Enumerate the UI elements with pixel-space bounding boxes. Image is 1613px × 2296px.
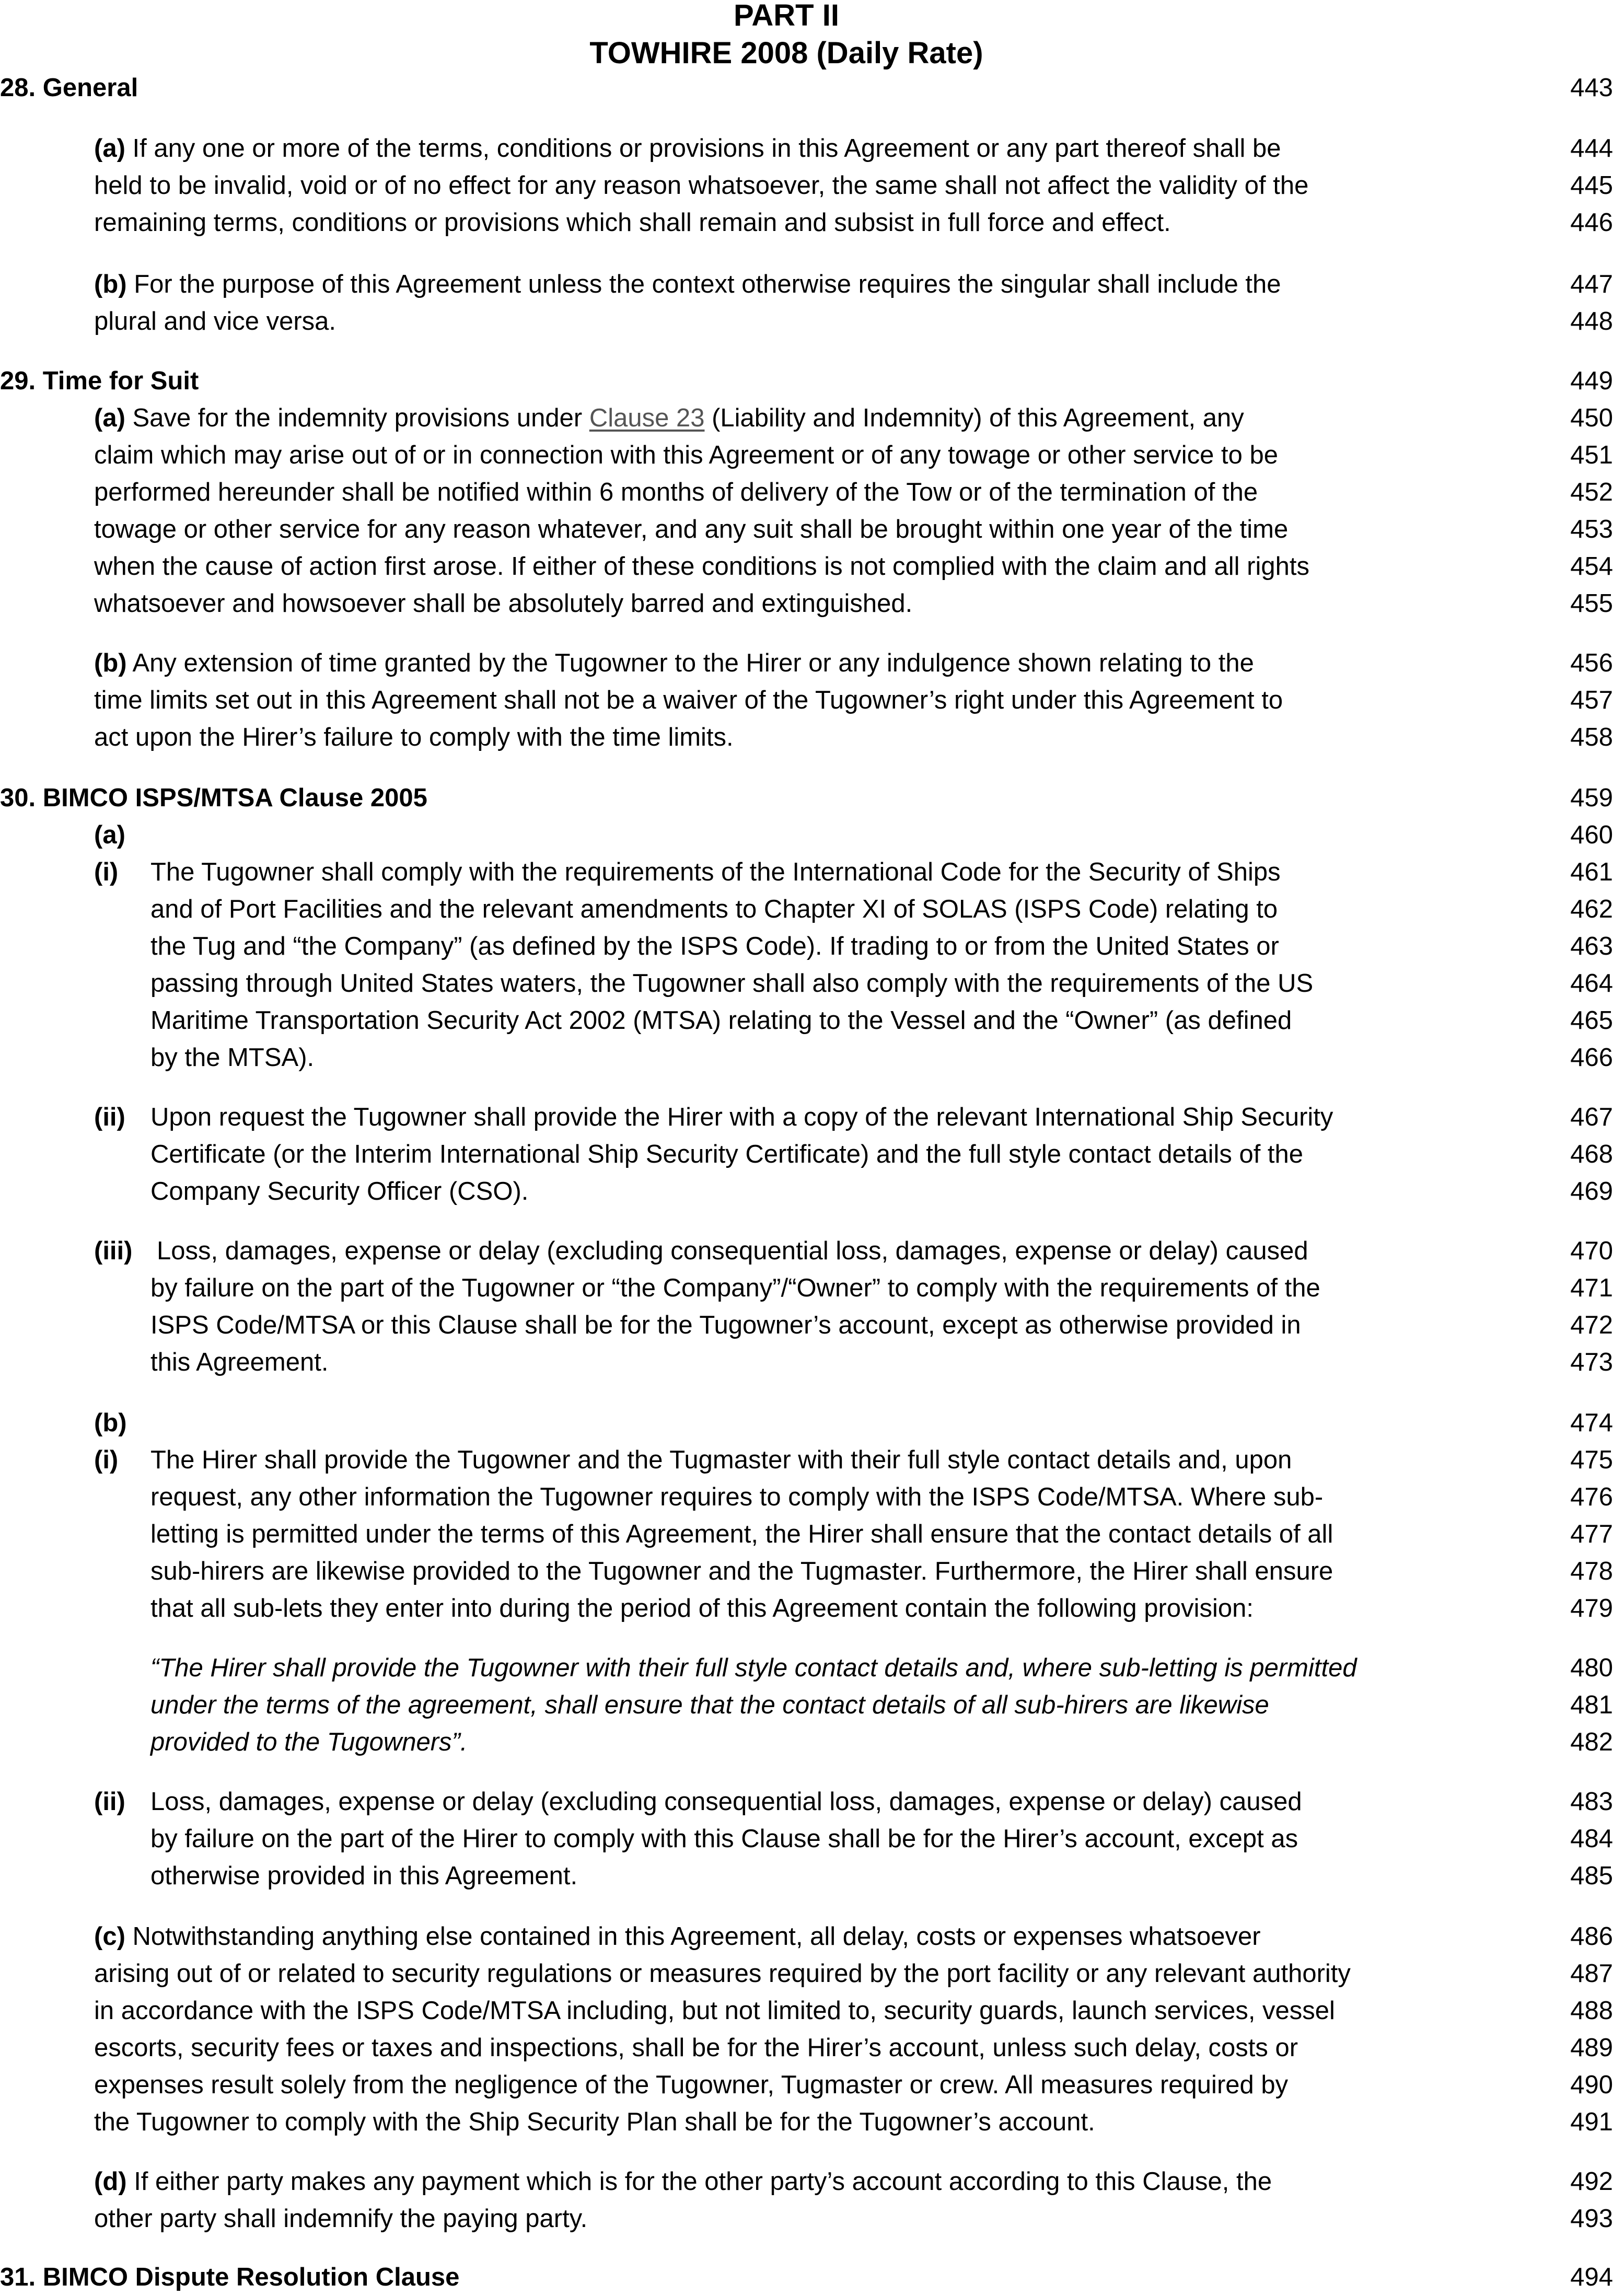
text: Loss, damages, expense or delay (excluding consequential loss, damages, expense or delay) caused [157, 1237, 1308, 1265]
quoted-text: under the terms of the agreement, shall ensure that the contact details of all sub-hirers are likewise [150, 1691, 1269, 1719]
clause-23-link[interactable]: Clause 23 [589, 404, 705, 432]
text-line [0, 1269, 1613, 1307]
text-line [0, 436, 1613, 474]
text: by failure on the part of the Hirer to comply with this Clause shall be for the Hirer’s account, except as [150, 1825, 1298, 1853]
clause-31-heading-line [0, 2258, 1613, 2296]
text-line [0, 1135, 1613, 1173]
item-label: (b) [94, 270, 127, 298]
line-number: 467 [1570, 1103, 1613, 1131]
line-number: 463 [1570, 932, 1613, 960]
item-label: (a) [94, 134, 125, 163]
clause-30-heading-line [0, 779, 1613, 817]
text-line [0, 718, 1613, 756]
text-line [0, 1478, 1613, 1516]
text-line [0, 1992, 1613, 2030]
clause-heading: 31. BIMCO Dispute Resolution Clause [0, 2263, 460, 2291]
text: other party shall indemnify the paying party. [94, 2205, 588, 2233]
line-number: 457 [1570, 686, 1613, 714]
line-number: 481 [1570, 1691, 1613, 1719]
text-line [0, 548, 1613, 585]
line-number: 472 [1570, 1311, 1613, 1339]
text-line [0, 265, 1613, 303]
text: If either party makes any payment which is for the other party’s account according to this Clause, the [126, 2167, 1272, 2196]
text-line [0, 1515, 1613, 1553]
text-line [0, 1955, 1613, 1992]
text: ISPS Code/MTSA or this Clause shall be for the Tugowner’s account, except as otherwise provided in [150, 1311, 1301, 1339]
text-line [0, 2103, 1613, 2141]
text: that all sub-lets they enter into during the period of this Agreement contain the following provision: [150, 1594, 1254, 1622]
line-number: 471 [1570, 1274, 1613, 1302]
line-number: 483 [1570, 1788, 1613, 1816]
line-number: 488 [1570, 1997, 1613, 2025]
line-number: 482 [1570, 1728, 1613, 1756]
text-line [0, 1002, 1613, 1039]
line-number: 458 [1570, 723, 1613, 751]
line-number: 474 [1570, 1409, 1613, 1437]
sub-item-label: (ii) [94, 1103, 125, 1131]
text: held to be invalid, void or of no effect for any reason whatsoever, the same shall not affect the validity of the [94, 171, 1309, 200]
text: plural and vice versa. [94, 307, 336, 335]
text: and of Port Facilities and the relevant amendments to Chapter XI of SOLAS (ISPS Code) relating to [150, 895, 1278, 923]
text-line [0, 473, 1613, 511]
text: the Tugowner to comply with the Ship Security Plan shall be for the Tugowner’s account. [94, 2108, 1095, 2136]
text-line [0, 2163, 1613, 2200]
text-line [0, 1441, 1613, 1479]
text: by the MTSA). [150, 1043, 315, 1072]
text-line [0, 1552, 1613, 1590]
line-number: 462 [1570, 895, 1613, 923]
line-number: 494 [1570, 2263, 1613, 2291]
clause-heading: 30. BIMCO ISPS/MTSA Clause 2005 [0, 784, 427, 812]
text: whatsoever and howsoever shall be absolutely barred and extinguished. [94, 589, 913, 618]
line-number: 477 [1570, 1520, 1613, 1548]
line-number: 460 [1570, 821, 1613, 849]
line-number: 489 [1570, 2034, 1613, 2062]
item-label: (b) [94, 649, 127, 677]
line-number: 468 [1570, 1140, 1613, 1168]
text-line [0, 399, 1613, 437]
text-line [0, 1098, 1613, 1136]
text-line [0, 167, 1613, 204]
text: escorts, security fees or taxes and inspections, shall be for the Hirer’s account, unless such delay, costs or [94, 2034, 1298, 2062]
text-line [0, 585, 1613, 622]
clause-28-heading-line [0, 69, 1613, 107]
text: passing through United States waters, the Tugowner shall also comply with the requirements of the US [150, 969, 1314, 998]
text: The Hirer shall provide the Tugowner and the Tugmaster with their full style contact details and, upon [150, 1446, 1292, 1474]
item-label: (b) [94, 1409, 127, 1437]
text-line [0, 2029, 1613, 2067]
line-number: 479 [1570, 1594, 1613, 1622]
text: performed hereunder shall be notified within 6 months of delivery of the Tow or of the termination of the [94, 478, 1258, 506]
clause-heading: 29. Time for Suit [0, 367, 199, 395]
text-line [0, 890, 1613, 928]
text: arising out of or related to security regulations or measures required by the port facility or any relevant authority [94, 1959, 1351, 1988]
text-line [0, 1783, 1613, 1820]
line-number: 456 [1570, 649, 1613, 677]
line-number: 475 [1570, 1446, 1613, 1474]
line-number: 470 [1570, 1237, 1613, 1265]
text: this Agreement. [150, 1348, 329, 1376]
text: by failure on the part of the Tugowner or “the Company”/“Owner” to comply with the requirements of the [150, 1274, 1320, 1302]
text: The Tugowner shall comply with the requirements of the International Code for the Security of Ships [150, 858, 1281, 886]
line-number: 469 [1570, 1177, 1613, 1205]
text-line [0, 853, 1613, 891]
line-number: 465 [1570, 1006, 1613, 1035]
text: sub-hirers are likewise provided to the Tugowner and the Tugmaster. Furthermore, the Hirer shall ensure [150, 1557, 1333, 1585]
text-line [0, 1343, 1613, 1381]
text-line [0, 1820, 1613, 1858]
line-number: 487 [1570, 1959, 1613, 1988]
text-line [0, 1306, 1613, 1344]
text: Loss, damages, expense or delay (excluding consequential loss, damages, expense or delay) caused [150, 1788, 1302, 1816]
line-number: 443 [1570, 74, 1613, 102]
part-label: PART II [734, 0, 839, 32]
line-number: 480 [1570, 1654, 1613, 1682]
line-number: 448 [1570, 307, 1613, 335]
line-number: 445 [1570, 171, 1613, 200]
sub-item-label: (i) [94, 1446, 119, 1474]
line-number: 486 [1570, 1922, 1613, 1951]
text-line [0, 2200, 1613, 2237]
text: in accordance with the ISPS Code/MTSA including, but not limited to, security guards, launch services, vessel [94, 1997, 1335, 2025]
text: letting is permitted under the terms of this Agreement, the Hirer shall ensure that the contact details of all [150, 1520, 1333, 1548]
text: Upon request the Tugowner shall provide the Hirer with a copy of the relevant International Ship Security [150, 1103, 1333, 1131]
text: remaining terms, conditions or provisions which shall remain and subsist in full force and effect. [94, 208, 1171, 237]
line-number: 455 [1570, 589, 1613, 618]
clause-heading: 28. General [0, 74, 138, 102]
text: Save for the indemnity provisions under [125, 404, 589, 432]
text-line [0, 303, 1613, 340]
text: otherwise provided in this Agreement. [150, 1862, 578, 1890]
line-number: 449 [1570, 367, 1613, 395]
text: Certificate (or the Interim International Ship Security Certificate) and the full style contact details of the [150, 1140, 1304, 1168]
text-line [0, 1039, 1613, 1076]
line-number: 478 [1570, 1557, 1613, 1585]
text: Any extension of time granted by the Tugowner to the Hirer or any indulgence shown relating to the [126, 649, 1254, 677]
text-line [0, 1590, 1613, 1627]
line-number: 485 [1570, 1862, 1613, 1890]
text-line [0, 816, 1613, 854]
text-line [0, 130, 1613, 167]
line-number: 453 [1570, 515, 1613, 543]
text-line [0, 644, 1613, 682]
quote-line [0, 1686, 1613, 1724]
quote-line [0, 1723, 1613, 1761]
line-number: 454 [1570, 552, 1613, 581]
text: act upon the Hirer’s failure to comply with the time limits. [94, 723, 734, 751]
text: Company Security Officer (CSO). [150, 1177, 529, 1205]
text: (Liability and Indemnity) of this Agreement, any [704, 404, 1244, 432]
line-number: 452 [1570, 478, 1613, 506]
text: expenses result solely from the negligence of the Tugowner, Tugmaster or crew. All measures required by [94, 2071, 1289, 2099]
text-line [0, 511, 1613, 548]
line-number: 450 [1570, 404, 1613, 432]
text: time limits set out in this Agreement shall not be a waiver of the Tugowner’s right under this Agreement to [94, 686, 1283, 714]
quote-line [0, 1649, 1613, 1687]
item-label: (d) [94, 2167, 127, 2196]
text: the Tug and “the Company” (as defined by the ISPS Code). If trading to or from the United States or [150, 932, 1279, 960]
text: when the cause of action first arose. If either of these conditions is not complied with the claim and all rights [94, 552, 1309, 581]
text: towage or other service for any reason whatever, and any suit shall be brought within one year of the time [94, 515, 1289, 543]
sub-item-label: (iii) [94, 1237, 133, 1265]
line-number: 490 [1570, 2071, 1613, 2099]
line-number: 444 [1570, 134, 1613, 163]
quoted-text: “The Hirer shall provide the Tugowner with their full style contact details and, where sub-letting is permitted [150, 1654, 1357, 1682]
text: Maritime Transportation Security Act 2002 (MTSA) relating to the Vessel and the “Owner” (as defined [150, 1006, 1292, 1035]
line-number: 447 [1570, 270, 1613, 298]
line-number: 461 [1570, 858, 1613, 886]
line-number: 459 [1570, 784, 1613, 812]
clause-29-heading-line [0, 362, 1613, 400]
text: claim which may arise out of or in connection with this Agreement or of any towage or other service to be [94, 441, 1279, 469]
line-number: 492 [1570, 2167, 1613, 2196]
text-line [0, 1857, 1613, 1895]
text-line [0, 204, 1613, 241]
text: request, any other information the Tugowner requires to comply with the ISPS Code/MTSA. Where sub- [150, 1483, 1324, 1511]
text: For the purpose of this Agreement unless the context otherwise requires the singular shall include the [126, 270, 1281, 298]
text-line [0, 1232, 1613, 1270]
line-number: 473 [1570, 1348, 1613, 1376]
text: Notwithstanding anything else contained in this Agreement, all delay, costs or expenses whatsoever [125, 1922, 1261, 1951]
line-number: 476 [1570, 1483, 1613, 1511]
sub-item-label: (ii) [94, 1788, 125, 1816]
item-label: (c) [94, 1922, 125, 1951]
text-line [0, 2066, 1613, 2104]
line-number: 451 [1570, 441, 1613, 469]
quoted-text: provided to the Tugowners”. [150, 1728, 468, 1756]
text: If any one or more of the terms, conditions or provisions in this Agreement or any part thereof shall be [125, 134, 1281, 163]
sub-item-label: (i) [94, 858, 119, 886]
line-number: 491 [1570, 2108, 1613, 2136]
text-line [0, 965, 1613, 1002]
text-line [0, 1404, 1613, 1442]
item-label: (a) [94, 821, 125, 849]
item-label: (a) [94, 404, 125, 432]
line-number: 493 [1570, 2205, 1613, 2233]
text-line [0, 1918, 1613, 1955]
line-number: 484 [1570, 1825, 1613, 1853]
line-number: 466 [1570, 1043, 1613, 1072]
document-title: TOWHIRE 2008 (Daily Rate) [589, 36, 983, 70]
line-number: 446 [1570, 208, 1613, 237]
text-line [0, 681, 1613, 719]
text-line [0, 1173, 1613, 1210]
line-number: 464 [1570, 969, 1613, 998]
text-line [0, 927, 1613, 965]
